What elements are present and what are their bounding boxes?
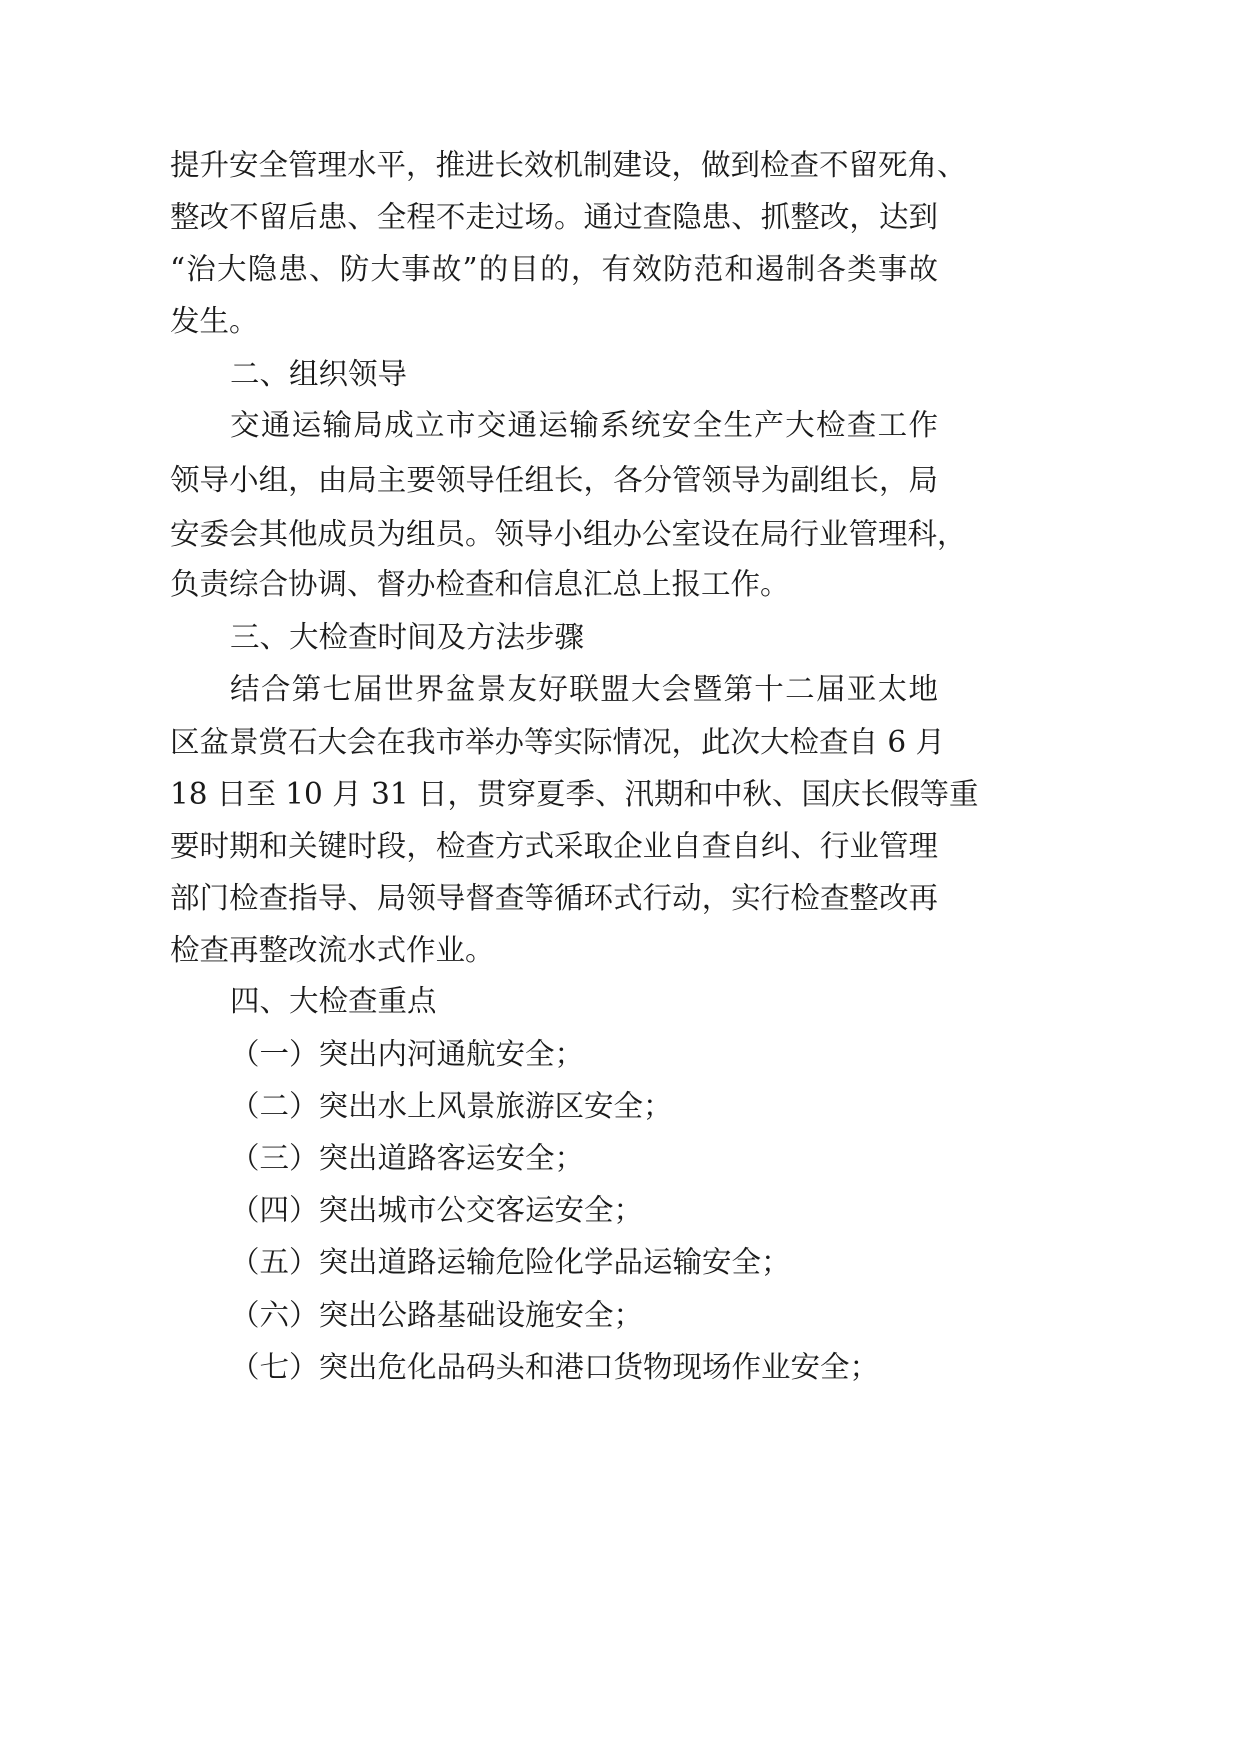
paragraph-line: 领导小组，由局主要领导任组长，各分管领导为副组长，局 bbox=[170, 463, 938, 497]
paragraph-line: 发生。 bbox=[170, 304, 259, 338]
list-item: （七）突出危化品码头和港口货物现场作业安全； bbox=[230, 1350, 880, 1384]
paragraph-line: 18 日至 10 月 31 日，贯穿夏季、汛期和中秋、国庆长假等重 bbox=[170, 777, 979, 811]
list-item: （二）突出水上风景旅游区安全； bbox=[230, 1089, 673, 1123]
section-heading: 三、大检查时间及方法步骤 bbox=[230, 620, 585, 654]
list-item: （一）突出内河通航安全； bbox=[230, 1037, 585, 1071]
paragraph-line: “治大隐患、防大事故”的目的，有效防范和遏制各类事故 bbox=[170, 252, 938, 286]
list-item: （六）突出公路基础设施安全； bbox=[230, 1298, 644, 1332]
list-item: （四）突出城市公交客运安全； bbox=[230, 1193, 644, 1227]
paragraph-line: 结合第七届世界盆景友好联盟大会暨第十二届亚太地 bbox=[230, 672, 938, 706]
paragraph-line: 负责综合协调、督办检查和信息汇总上报工作。 bbox=[170, 567, 790, 601]
paragraph-line: 检查再整改流水式作业。 bbox=[170, 933, 495, 967]
paragraph-line: 部门检查指导、局领导督查等循环式行动，实行检查整改再 bbox=[170, 881, 938, 915]
list-item: （三）突出道路客运安全； bbox=[230, 1141, 585, 1175]
paragraph-line: 整改不留后患、全程不走过场。通过查隐患、抓整改，达到 bbox=[170, 200, 938, 234]
paragraph-line: 安委会其他成员为组员。领导小组办公室设在局行业管理科， bbox=[170, 517, 967, 551]
section-heading: 二、组织领导 bbox=[230, 357, 408, 391]
paragraph-line: 提升安全管理水平，推进长效机制建设，做到检查不留死角、 bbox=[170, 148, 967, 182]
paragraph-line: 区盆景赏石大会在我市举办等实际情况，此次大检查自 6 月 bbox=[170, 725, 946, 759]
section-heading: 四、大检查重点 bbox=[230, 984, 437, 1018]
paragraph-line: 交通运输局成立市交通运输系统安全生产大检查工作 bbox=[230, 408, 938, 442]
paragraph-line: 要时期和关键时段，检查方式采取企业自查自纠、行业管理 bbox=[170, 829, 938, 863]
list-item: （五）突出道路运输危险化学品运输安全； bbox=[230, 1245, 791, 1279]
